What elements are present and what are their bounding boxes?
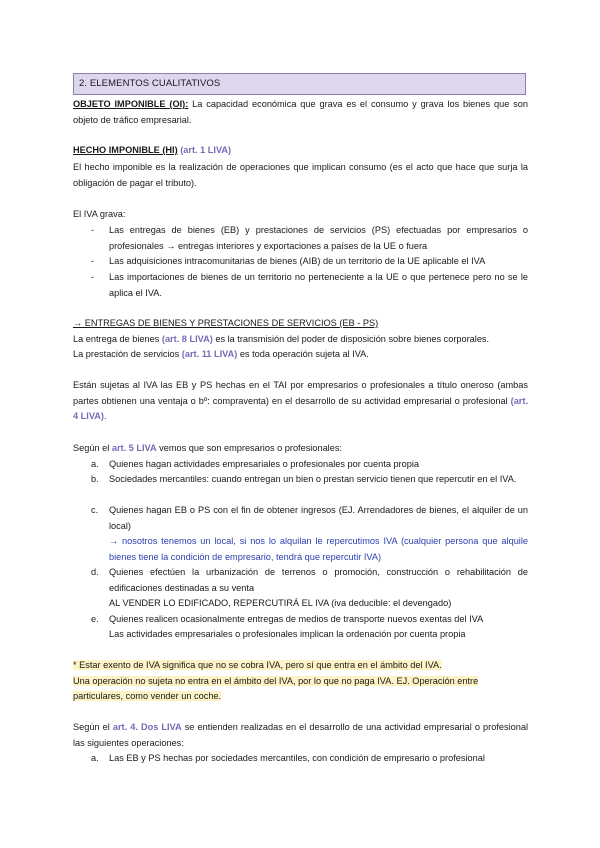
empresario-item: Quienes hagan EB o PS con el fin de obtener ingresos (EJ. Arrendadores de bienes, el alquiler de un local): [109, 505, 528, 531]
iva-grava-intro: El IVA grava:: [73, 209, 126, 219]
exento-note: [73, 658, 528, 674]
segun-art5-intro: [73, 441, 528, 457]
art-8-ref: (art. 8 LIVA): [161, 334, 213, 344]
section-title: 2. ELEMENTOS CUALITATIVOS: [73, 73, 526, 95]
prestacion-text: La prestación de servicios: [73, 349, 182, 359]
segun-art4-intro: [73, 720, 528, 751]
entrega-bienes-text: La entrega de bienes: [73, 334, 162, 344]
sujetas-end: .: [103, 411, 107, 421]
hecho-imponible-label: HECHO IMPONIBLE (HI): [73, 145, 178, 155]
art-4-dos-ref: art. 4. Dos LIVA: [112, 722, 182, 732]
entregas-heading: [73, 316, 528, 332]
segun4-text: Según el: [73, 722, 113, 732]
sujetas-paragraph: [73, 378, 528, 425]
sujetas-text: Están sujetas al IVA las EB y PS hechas en el TAI por empresarios o profesionales a título oneroso (ambas partes obtienen una ventaja o bº: compraventa) en el desarrollo de su actividad empresarial o profesional: [73, 380, 528, 406]
objeto-imponible-label: OBJETO IMPONIBLE (OI):: [73, 99, 189, 109]
list-marker: a.: [91, 459, 99, 469]
art-4-ref: (art. 4 LIVA): [73, 395, 528, 421]
list-marker: c.: [91, 505, 99, 515]
empresario-item: Quienes efectúen la urbanización de terrenos o promoción, construcción o rehabilitación de edificaciones destinadas a su venta: [109, 567, 528, 593]
alquiler-note: → nosotros tenemos un local, si nos lo alquilan le repercutimos IVA (cualquier persona que alquile bienes tiene la condición de empresario, tendrá que repercutir IVA): [109, 536, 528, 562]
hecho-imponible-heading: [73, 143, 528, 159]
list-marker: e.: [91, 614, 99, 624]
dash-marker: -: [91, 256, 95, 266]
segun4-text-end: se entienden realizadas en el desarrollo de una actividad empresarial o profesional las siguientes operaciones:: [73, 722, 528, 748]
iva-grava-item: Las adquisiciones intracomunitarias de bienes (AIB) de un territorio de la UE aplicable el IVA: [109, 256, 486, 266]
art-5-ref: art. 5 LIVA: [111, 443, 157, 453]
dash-marker: -: [91, 225, 95, 235]
art-11-ref: (art. 11 LIVA): [181, 349, 238, 359]
entregas-heading-text: → ENTREGAS DE BIENES Y PRESTACIONES DE SERVICIOS (EB - PS): [73, 318, 379, 328]
entrega-bienes-line: [73, 332, 528, 348]
iva-grava-item: Las entregas de bienes (EB) y prestaciones de servicios (PS) efectuadas por empresarios o profesionales → entregas interiores y exportaciones a países de la UE o fuera: [109, 225, 528, 251]
prestacion-servicios-line: [73, 347, 528, 363]
no-sujeta-line: Una operación no sujeta no entra en el ámbito del IVA, por lo que no paga IVA. EJ. Operación entre: [73, 676, 479, 686]
objeto-imponible-paragraph: [73, 97, 528, 128]
no-sujeta-note: [73, 674, 528, 690]
empresario-item: Quienes realicen ocasionalmente entregas de medios de transporte nuevos exentas del IVA: [109, 614, 484, 624]
empresario-item: Quienes hagan actividades empresariales o profesionales por cuenta propia: [109, 459, 420, 469]
operacion-item: Las EB y PS hechas por sociedades mercantiles, con condición de empresario o profesional: [109, 753, 485, 763]
empresario-item: Sociedades mercantiles: cuando entregan un bien o prestan servicio tienen que repercutir en el IVA.: [109, 474, 517, 484]
objeto-imponible-text: La capacidad económica que grava es el consumo y grava los bienes que son objeto de tráfico empresarial.: [73, 99, 528, 125]
no-sujeta-line-2: particulares, como vender un coche.: [73, 691, 222, 701]
segun5-text-end: vemos que son empresarios o profesionales:: [156, 443, 342, 453]
repercutira-note: AL VENDER LO EDIFICADO, REPERCUTIRÁ EL IVA (iva deducible: el devengado): [109, 598, 452, 608]
dash-marker: -: [91, 272, 95, 282]
list-marker: d.: [91, 567, 99, 577]
iva-grava-item: Las importaciones de bienes de un territorio no perteneciente a la UE o que pertenece pero no se le aplica el IVA.: [109, 272, 528, 298]
hecho-imponible-text: El hecho imponible es la realización de operaciones que implican consumo (es el acto que hace que surja la obligación de pagar el tributo).: [73, 162, 528, 188]
exento-line: * Estar exento de IVA significa que no se cobra IVA, pero sí que entra en el ámbito del IVA.: [73, 660, 442, 670]
actividades-note: Las actividades empresariales o profesionales implican la ordenación por cuenta propia: [109, 629, 466, 639]
hecho-imponible-ref: (art. 1 LIVA): [180, 145, 232, 155]
no-sujeta-note-cont: [73, 689, 528, 705]
prestacion-text-end: es toda operación sujeta al IVA.: [237, 349, 369, 359]
list-marker: b.: [91, 474, 99, 484]
list-marker: a.: [91, 753, 99, 763]
entrega-bienes-text-end: es la transmisión del poder de disposición sobre bienes corporales.: [212, 334, 490, 344]
segun5-text: Según el: [73, 443, 112, 453]
